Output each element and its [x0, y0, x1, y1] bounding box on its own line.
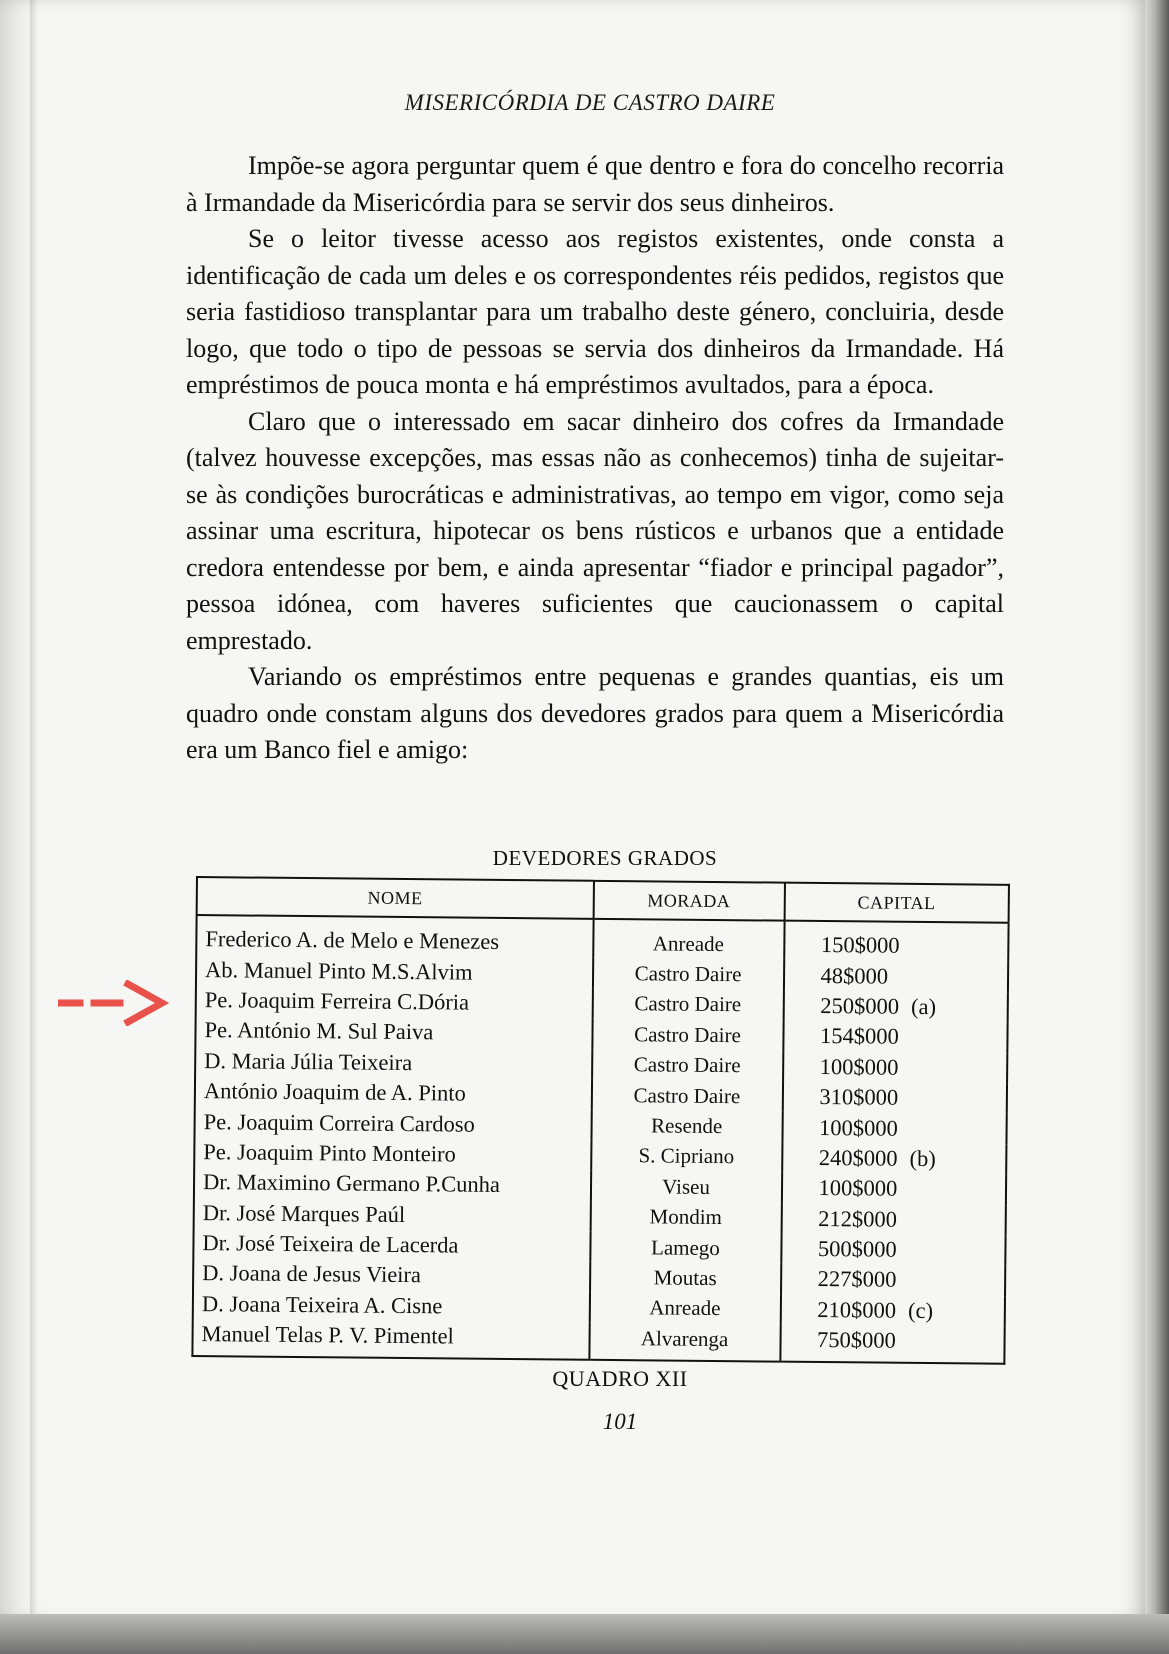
page-edge-right [1145, 0, 1169, 1654]
capital-value: 227$000 [817, 1266, 897, 1293]
cell-nome: Pe. António M. Sul Paiva [195, 1015, 592, 1049]
cell-nome: Dr. Maximino Germano P.Cunha [194, 1167, 591, 1201]
cell-morada: Lamego [590, 1232, 781, 1264]
capital-value: 500$000 [817, 1236, 897, 1262]
cell-nome: Ab. Manuel Pinto M.S.Alvim [196, 954, 593, 988]
cell-capital [781, 1173, 1006, 1206]
cell-morada: S. Cipriano [591, 1141, 782, 1173]
footnote-marker: (b) [909, 1145, 936, 1172]
cell-morada: Moutas [590, 1262, 781, 1294]
running-head: MISERICÓRDIA DE CASTRO DAIRE [404, 90, 776, 115]
paragraph-2: Se o leitor tivesse acesso aos registos existentes, onde consta a identificação de cada um deles e os correspondentes réis pedidos, registos que seria fastidioso transplantar para um trabalho deste género, concluiria, desde logo, que todo o tipo de pessoas se servia dos dinheiros da Irmandade. Há empréstimos de pouca monta e há empréstimos avultados, para a época. [186, 224, 1004, 399]
cell-nome: D. Maria Júlia Teixeira [195, 1046, 592, 1080]
capital-value: 210$000 [817, 1296, 897, 1323]
page-number: 101 [602, 1409, 638, 1434]
cell-morada: Castro Daire [592, 1019, 783, 1051]
column-header-nome: NOME [197, 877, 594, 919]
cell-nome: Manuel Telas P. V. Pimentel [192, 1319, 589, 1360]
cell-capital [780, 1325, 1005, 1365]
page-edge-bottom [0, 1614, 1169, 1654]
capital-value: 100$000 [819, 1053, 899, 1080]
cell-capital [783, 1051, 1008, 1084]
arrow-icon [60, 984, 162, 1022]
cell-nome: Dr. José Teixeira de Lacerda [193, 1228, 590, 1262]
cell-morada: Anreade [589, 1292, 780, 1324]
capital-value: 48$000 [820, 962, 889, 989]
cell-nome: Frederico A. de Melo e Menezes [196, 915, 593, 958]
capital-value: 154$000 [819, 1023, 899, 1050]
capital-value: 100$000 [819, 1114, 899, 1141]
cell-capital [781, 1264, 1006, 1297]
table-row [192, 1319, 1004, 1364]
capital-value: 100$000 [818, 1175, 898, 1202]
body-text [186, 148, 1004, 769]
cell-morada: Mondim [590, 1201, 781, 1233]
capital-value: 750$000 [816, 1327, 896, 1354]
cell-morada: Castro Daire [591, 1080, 782, 1112]
footnote-marker: (a) [910, 993, 937, 1020]
debtors-table [191, 876, 1010, 1365]
paragraph-1: Impõe-se agora perguntar quem é que dentro e fora do concelho recorria à Irmandade da Misericórdia para se servir dos seus dinheiros. [186, 151, 1004, 217]
cell-capital [782, 1082, 1007, 1115]
column-header-capital: CAPITAL [784, 883, 1009, 923]
column-header-morada: MORADA [593, 881, 784, 921]
cell-capital [781, 1203, 1006, 1236]
cell-capital [784, 921, 1009, 963]
cell-nome: Dr. José Marques Paúl [194, 1198, 591, 1232]
cell-capital [783, 1021, 1008, 1054]
capital-value: 310$000 [819, 1084, 899, 1110]
cell-nome: António Joaquim de A. Pinto [195, 1076, 592, 1110]
capital-value: 240$000 [818, 1144, 898, 1171]
cell-morada: Viseu [590, 1171, 781, 1203]
cell-nome: Pe. Joaquim Pinto Monteiro [194, 1137, 591, 1171]
cell-nome: D. Joana Teixeira A. Cisne [193, 1289, 590, 1323]
cell-nome: Pe. Joaquim Ferreira C.Dória [196, 985, 593, 1019]
cell-capital [781, 1234, 1006, 1267]
paragraph-3: Claro que o interessado em sacar dinheiro dos cofres da Irmandade (talvez houvesse excepções, mas essas não as conhecemos) tinha de sujeitar-se às condições burocráticas e administrativas, ao tempo em vigor, como seja assinar uma escritura, hipotecar os bens rústicos e urbanos que a entidade credora entendesse por bem, e ainda apresentar “fiador e principal pagador”, pessoa idónea, com haveres suficientes que caucionassem o capital emprestado. [186, 406, 1004, 655]
paragraph-4: Variando os empréstimos entre pequenas e grandes quantias, eis um quadro onde constam alguns dos devedores grados para quem a Misericórdia era um Banco fiel e amigo: [186, 662, 1004, 764]
capital-value: 212$000 [818, 1205, 898, 1232]
cell-morada: Alvarenga [589, 1323, 780, 1362]
cell-nome: D. Joana de Jesus Vieira [193, 1258, 590, 1292]
cell-morada: Castro Daire [592, 958, 783, 990]
cell-capital [783, 990, 1008, 1023]
table-caption: QUADRO XII [552, 1366, 688, 1391]
footnote-marker: (c) [908, 1297, 934, 1323]
cell-morada: Resende [591, 1110, 782, 1142]
cell-capital [782, 1112, 1007, 1145]
capital-value: 150$000 [820, 932, 900, 958]
cell-morada: Anreade [593, 919, 784, 960]
cell-capital [783, 960, 1008, 993]
red-arrow-annotation [58, 980, 170, 1026]
table-body [192, 915, 1008, 1364]
table-title: DEVEDORES GRADOS [492, 846, 718, 870]
cell-capital [780, 1294, 1005, 1327]
cell-morada: Castro Daire [592, 989, 783, 1021]
cell-morada: Castro Daire [592, 1049, 783, 1081]
cell-capital [782, 1142, 1007, 1175]
cell-nome: Pe. Joaquim Correira Cardoso [194, 1106, 591, 1140]
capital-value: 250$000 [820, 992, 900, 1019]
